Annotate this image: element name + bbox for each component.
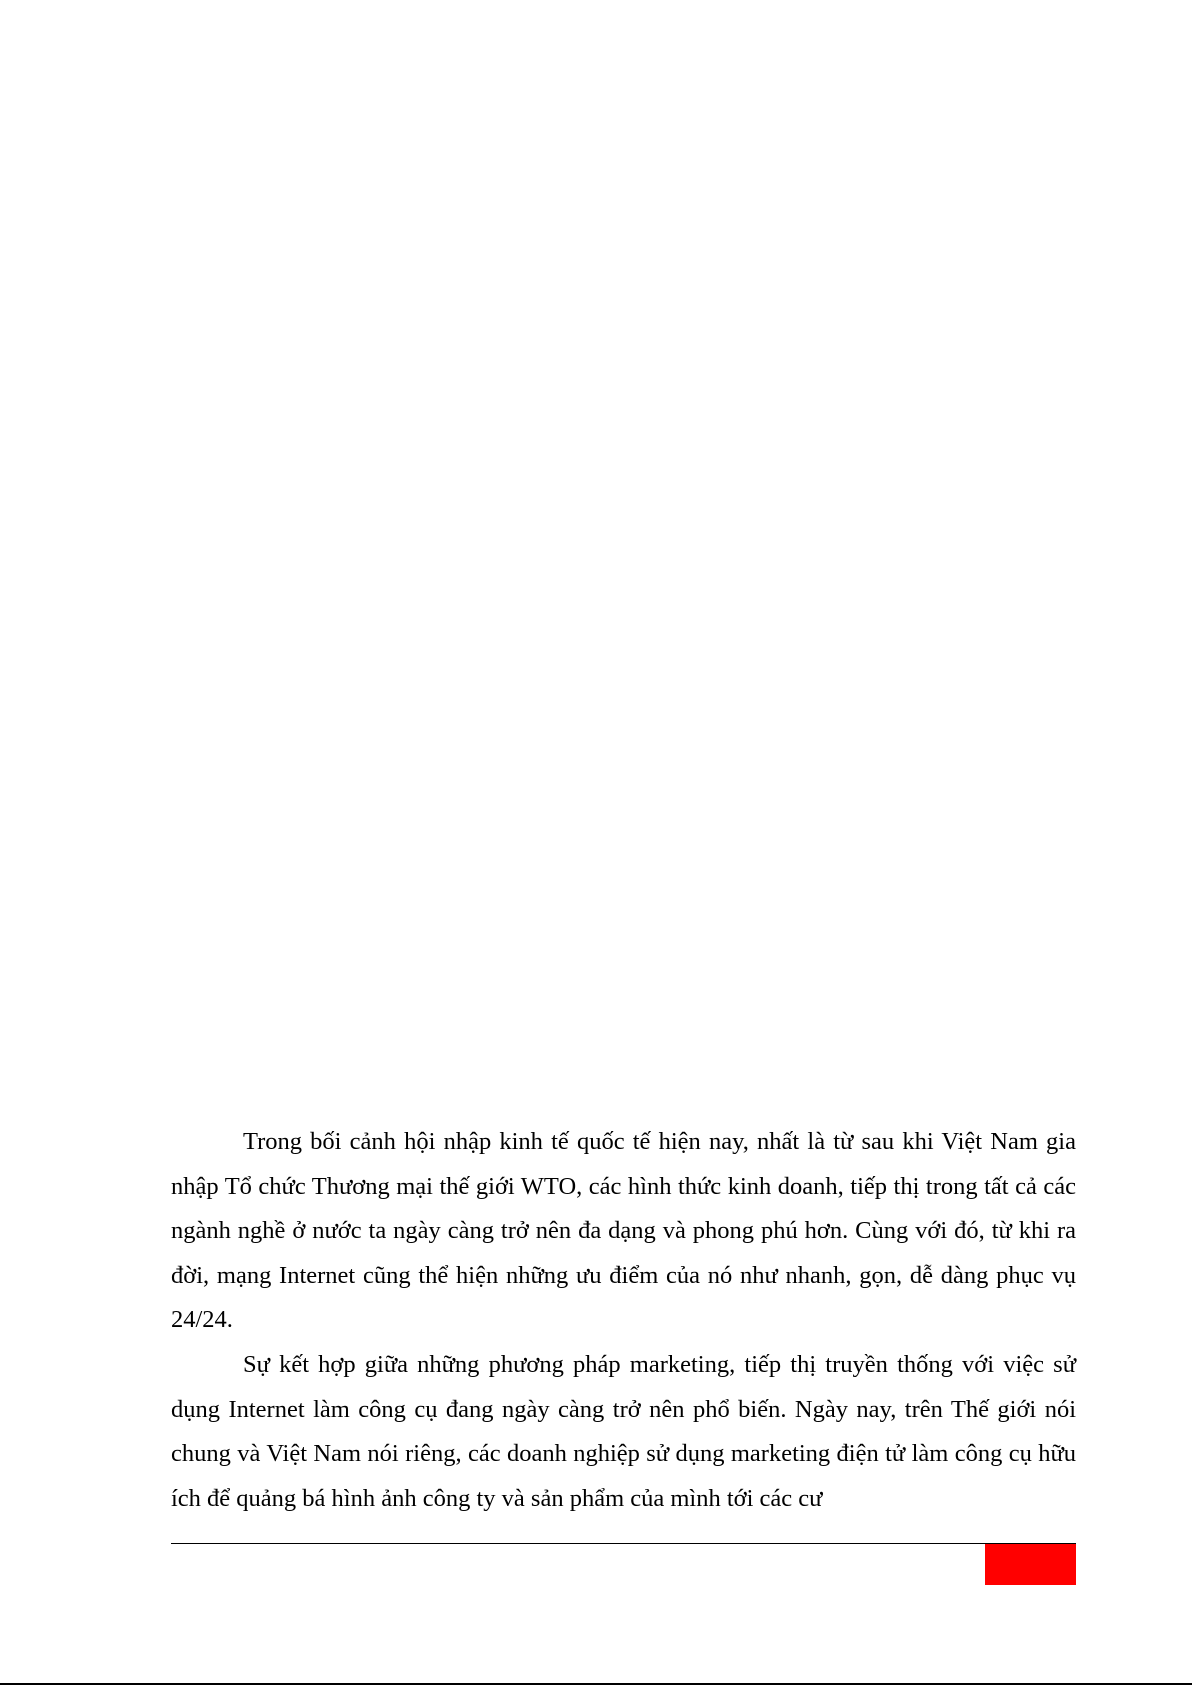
body-text bbox=[171, 1120, 1076, 1521]
paragraph-2: Sự kết hợp giữa những phương pháp marketing, tiếp thị truyền thống với việc sử dụng Internet làm công cụ đang ngày càng trở nên phổ biến. Ngày nay, trên Thế giới nói chung và Việt Nam nói riêng, các doanh nghiệp sử dụng marketing điện tử làm công cụ hữu ích để quảng bá hình ảnh công ty và sản phẩm của mình tới các cư bbox=[171, 1350, 1076, 1512]
paragraph-1: Trong bối cảnh hội nhập kinh tế quốc tế hiện nay, nhất là từ sau khi Việt Nam gia nhập Tổ chức Thương mại thế giới WTO, các hình thức kinh doanh, tiếp thị trong tất cả các ngành nghề ở nước ta ngày càng trở nên đa dạng và phong phú hơn. Cùng với đó, từ khi ra đời, mạng Internet cũng thể hiện những ưu điểm của nó như nhanh, gọn, dễ dàng phục vụ 24/24. bbox=[171, 1128, 1076, 1334]
page-number-marker bbox=[985, 1544, 1076, 1585]
footer-rule bbox=[171, 1543, 1076, 1544]
